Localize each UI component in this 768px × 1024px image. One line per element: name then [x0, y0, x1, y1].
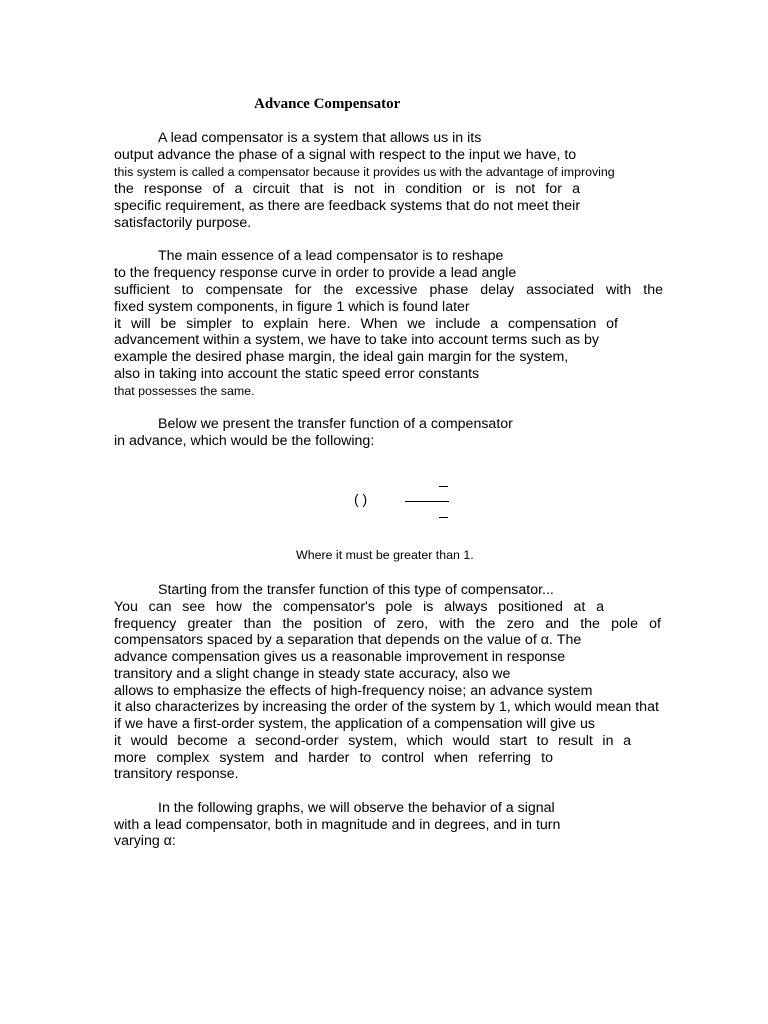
paragraph-line: example the desired phase margin, the ideal gain margin for the system,	[114, 349, 569, 365]
paragraph-line: it will be simpler to explain here. When we include a compensation of	[114, 316, 618, 332]
paragraph-line: The main essence of a lead compensator is to reshape	[158, 248, 504, 264]
paragraph-line: output advance the phase of a signal with respect to the input we have, to	[114, 147, 577, 163]
paragraph-line: allows to emphasize the effects of high-frequency noise; an advance system	[114, 683, 593, 699]
paragraph-line: fixed system components, in figure 1 which is found later	[114, 299, 470, 315]
paragraph-line: You can see how the compensator's pole is always positioned at a	[114, 599, 604, 615]
paragraph-line: this system is called a compensator because it provides us with the advantage of improving	[114, 165, 615, 179]
transfer-function-formula	[340, 476, 470, 526]
paragraph-line: also in taking into account the static speed error constants	[114, 366, 480, 382]
paragraph-line: more complex system and harder to control when referring to	[114, 750, 553, 766]
paragraph-line: satisfactorily purpose.	[114, 215, 252, 231]
formula-denominator-bar	[439, 517, 448, 518]
paragraph-line: sufficient to compensate for the excessive phase delay associated with the	[114, 282, 663, 298]
paragraph-line: advance compensation gives us a reasonable improvement in response	[114, 649, 566, 665]
paragraph-line: A lead compensator is a system that allows us in its	[158, 130, 482, 146]
paragraph-line: with a lead compensator, both in magnitude and in degrees, and in turn	[114, 817, 561, 833]
paragraph-line: frequency greater than the position of zero, with the zero and the pole of	[114, 616, 661, 632]
paragraph-line: if we have a first-order system, the application of a compensation will give us	[114, 716, 596, 732]
paragraph-line: In the following graphs, we will observe the behavior of a signal	[158, 800, 555, 816]
paragraph-line: to the frequency response curve in order to provide a lead angle	[114, 265, 517, 281]
formula-note: Where it must be greater than 1.	[296, 548, 474, 562]
paragraph-line: advancement within a system, we have to take into account terms such as by	[114, 332, 599, 348]
paragraph-line: that possesses the same.	[114, 384, 255, 398]
formula-fraction-bar	[405, 501, 449, 502]
paragraph-line: specific requirement, as there are feedback systems that do not meet their	[114, 198, 581, 214]
formula-parentheses: ( )	[354, 491, 368, 507]
paragraph-line: transitory and a slight change in steady state accuracy, also we	[114, 666, 511, 682]
paragraph-line: Below we present the transfer function of a compensator	[158, 416, 513, 432]
paragraph-line: in advance, which would be the following:	[114, 433, 375, 449]
paragraph-line: it also characterizes by increasing the order of the system by 1, which would mean that	[114, 699, 659, 715]
paragraph-line: compensators spaced by a separation that depends on the value of α. The	[114, 632, 582, 648]
document-title: Advance Compensator	[254, 96, 401, 112]
paragraph-line: transitory response.	[114, 766, 239, 782]
formula-numerator-bar	[439, 486, 448, 487]
paragraph-line: it would become a second-order system, which would start to result in a	[114, 733, 631, 749]
paragraph-line: varying α:	[114, 833, 176, 849]
paragraph-line: Starting from the transfer function of this type of compensator...	[158, 582, 554, 598]
paragraph-line: the response of a circuit that is not in condition or is not for a	[114, 181, 580, 197]
